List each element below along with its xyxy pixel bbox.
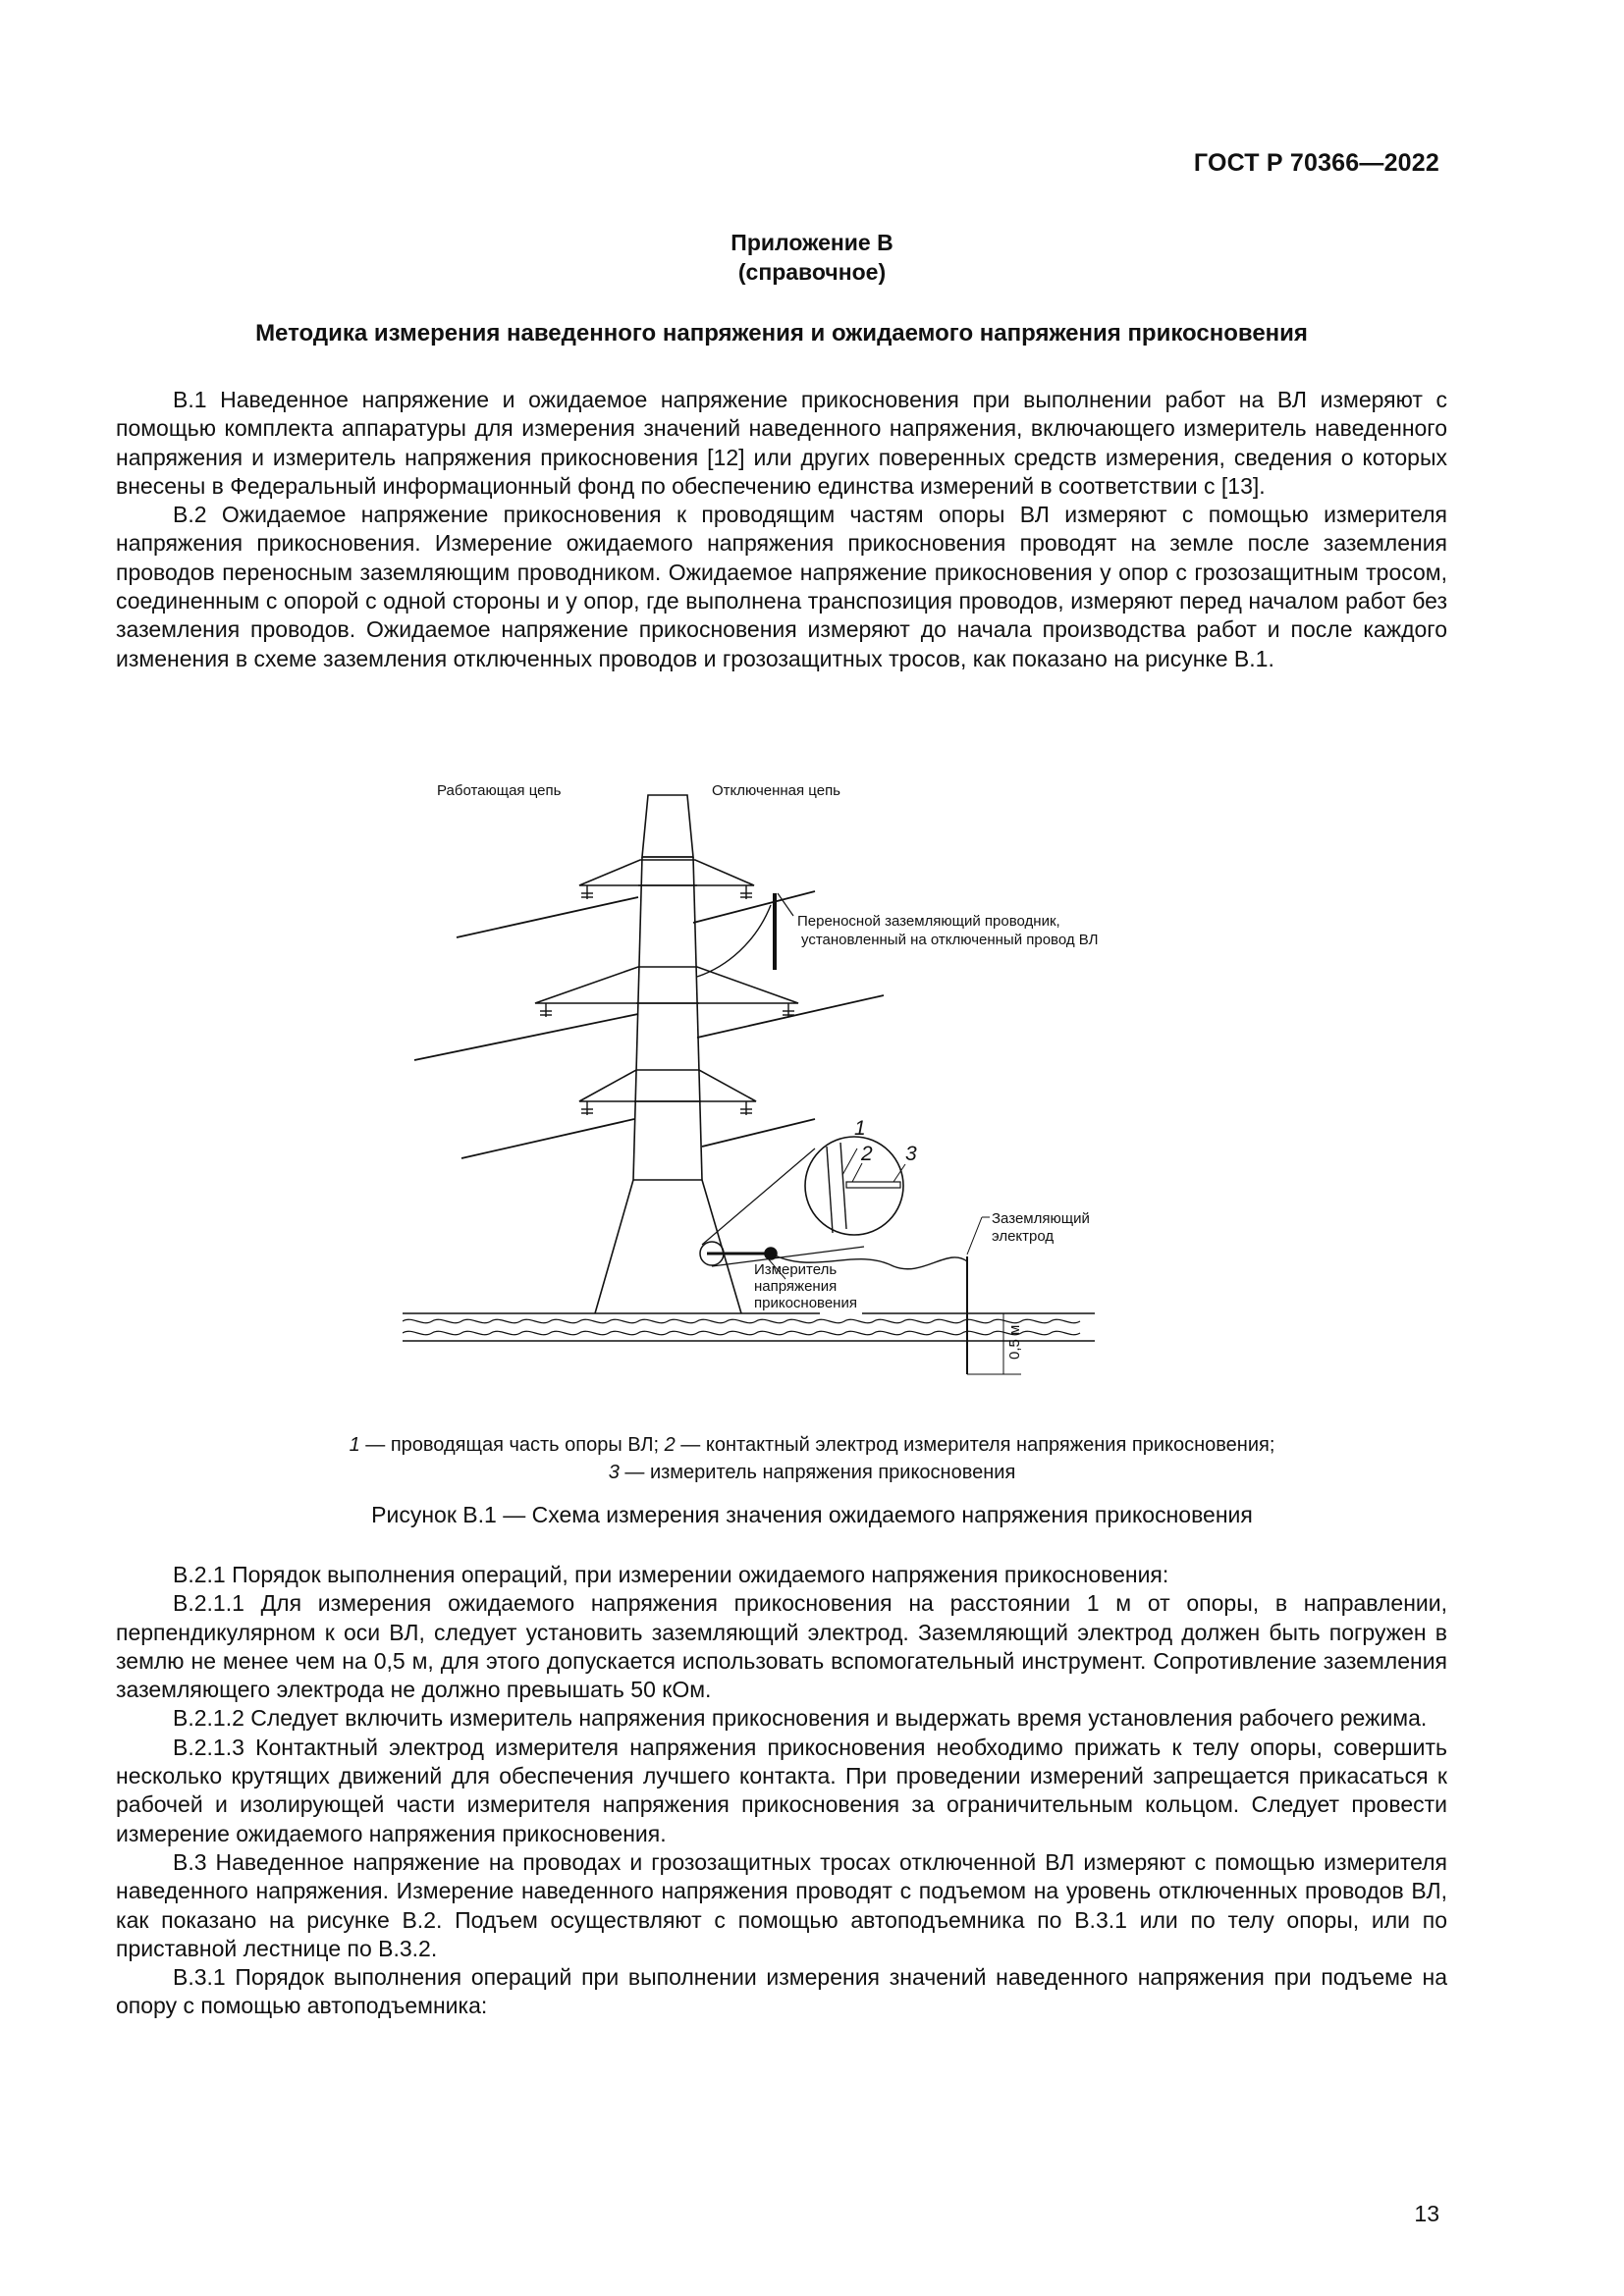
label-meter-1: Измеритель [754, 1261, 838, 1278]
crossarm-middle [535, 967, 798, 1003]
label-disconnected-circuit: Отключенная цепь [712, 782, 841, 799]
legend-num-2: 2 [664, 1434, 676, 1456]
paragraph-b21: В.2.1 Порядок выполнения операций, при измерении ожидаемого напряжения прикосновения: [173, 1562, 1169, 1587]
figure-legend [0, 1431, 1624, 1486]
ground-hatch [403, 1319, 1080, 1322]
label-meter-2: напряжения [754, 1278, 838, 1295]
pole-top [642, 795, 693, 857]
paragraph-b211: В.2.1.1 Для измерения ожидаемого напряжения прикосновения на расстоянии 1 м от опоры, в направлении, перпендикулярном к оси ВЛ, следует установить заземляющий электрод. Заземляющий электрод должен быть погружен в землю не менее чем на 0,5 м, для этого допускается использовать вспомогательный инструмент. Сопротивление заземления заземляющего электрода не должно превышать 50 кОм. [116, 1590, 1447, 1703]
page-number: 13 [1414, 2201, 1439, 2226]
paragraph-b212: В.2.1.2 Следует включить измеритель напряжения прикосновения и выдержать время установления рабочего режима. [173, 1705, 1428, 1732]
contact-electrode [846, 1182, 900, 1188]
paragraph-b1: В.1 Наведенное напряжение и ожидаемое напряжение прикосновения при выполнении работ на ВЛ измеряют с помощью комплекта аппаратуры для измерения значений наведенного напряжения, включающего измеритель наведенного напряжения и измеритель напряжения прикосновения [12] или других поверенных средств измерения, сведения о которых внесены в Федеральный информационный фонд по обеспечению единства измерений в соответствии с [13]. [116, 387, 1447, 499]
grounding-conductor [697, 905, 771, 977]
crossarm-lower [579, 1070, 756, 1101]
pole-left-edge [633, 857, 642, 1180]
appendix-subtitle: (справочное) [737, 259, 887, 285]
figure-num-2: 2 [861, 1143, 873, 1165]
legend-text-2: — контактный электрод измерителя напряжения прикосновения; [675, 1434, 1275, 1456]
appendix-heading [0, 228, 1624, 287]
crossarm-upper [579, 860, 754, 885]
appendix-title: Приложение В [731, 230, 893, 255]
pole-leg-left [595, 1180, 633, 1313]
legend-text-3: — измеритель напряжения прикосновения [619, 1462, 1016, 1483]
legend-text-1: — проводящая часть опоры ВЛ; [359, 1434, 665, 1456]
figure-b1 [403, 775, 1208, 1394]
pole-diagram [403, 775, 1208, 1394]
figure-caption: Рисунок В.1 — Схема измерения значения ожидаемого напряжения прикосновения [371, 1502, 1253, 1527]
figure-num-1: 1 [854, 1117, 866, 1140]
paragraph-b3: В.3 Наведенное напряжение на проводах и грозозащитных тросах отключенной ВЛ измеряют с помощью измерителя наведенного напряжения. Измерение наведенного напряжения проводят с подъемом на уровень отключенных проводов ВЛ, как показано на рисунке В.2. Подъем осуществляют с помощью автоподъемника по В.3.1 или по телу опоры, или по приставной лестнице по В.3.2. [116, 1848, 1447, 1961]
magnified-view [805, 1137, 903, 1235]
paragraph-b2: В.2 Ожидаемое напряжение прикосновения к проводящим частям опоры ВЛ измеряют с помощью измерителя напряжения прикосновения. Измерение ожидаемого напряжения прикосновения проводят на земле после заземления проводов переносным заземляющим проводником. Ожидаемое напряжение прикосновения у опор с грозозащитным тросом, соединенным с опорой с одной стороны и у опор, где выполнена транспозиция проводов, измеряют перед началом работ без заземления проводов. Ожидаемое напряжение прикосновения измеряют до начала производства работ и после каждого изменения в схеме заземления отключенных проводов и грозозащитных тросов, как показано на рисунке В.1. [116, 502, 1447, 671]
paragraph-b31: В.3.1 Порядок выполнения операций при выполнении измерения значений наведенного напряжения при подъеме на опору с помощью автоподъемника: [116, 1964, 1447, 2019]
label-grounding-conductor-2: установленный на отключенный провод ВЛ [801, 932, 1099, 948]
section-title: Методика измерения наведенного напряжения и ожидаемого напряжения прикосновения [255, 320, 1308, 347]
pole-right-edge [693, 857, 702, 1180]
figure-num-3: 3 [905, 1143, 917, 1165]
legend-num-1: 1 [349, 1434, 360, 1456]
legend-num-3: 3 [608, 1462, 620, 1483]
insulators [540, 885, 794, 1115]
paragraph-b213: В.2.1.3 Контактный электрод измерителя напряжения прикосновения необходимо прижать к телу опоры, совершить несколько крутящих движений для обеспечения лучшего контакта. При проведении измерений запрещается прикасаться к рабочей и изолирующей части измерителя напряжения прикосновения за ограничительным кольцом. Следует провести измерение ожидаемого напряжения прикосновения. [116, 1734, 1447, 1846]
label-depth: 0,5 м [1006, 1324, 1023, 1360]
label-meter-3: прикосновения [754, 1295, 857, 1311]
text-block-bottom [116, 1561, 1447, 2021]
label-grounding-conductor-1: Переносной заземляющий проводник, [797, 913, 1060, 930]
document-code: ГОСТ Р 70366—2022 [1193, 149, 1439, 177]
label-working-circuit: Работающая цепь [437, 782, 562, 799]
legend-line-2 [0, 1459, 1624, 1486]
label-electrode-2: электрод [992, 1228, 1055, 1245]
legend-line-1 [0, 1431, 1624, 1459]
text-block-top [116, 386, 1447, 673]
label-electrode-1: Заземляющий [992, 1210, 1090, 1227]
